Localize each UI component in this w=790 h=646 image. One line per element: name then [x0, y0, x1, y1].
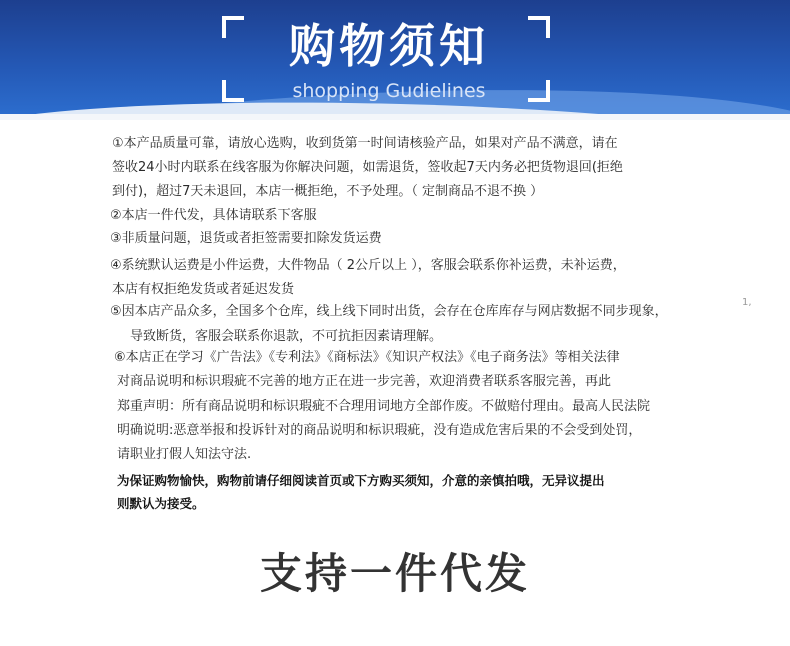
banner-wave [0, 114, 790, 120]
footer-title: 支持一件代发 [259, 549, 530, 598]
notice-line: 到付)，超过7天未退回，本店一概拒绝，不予处理。（ 定制商品不退不换 ） [112, 184, 544, 199]
notice-line: ③非质量问题，退货或者拒签需要扣除发货运费 [110, 231, 382, 246]
header-banner [0, 0, 790, 120]
banner-title: 购物须知 [289, 19, 489, 73]
notice-line-bold: 为保证购物愉快，购物前请仔细阅读首页或下方购买须知，介意的亲慎拍哦，无异议提出 [117, 473, 605, 488]
notice-line: 导致断货，客服会联系你退款，不可抗拒因素请理解。 [130, 329, 443, 344]
notice-line: ①本产品质量可靠，请放心选购，收到货第一时间请核验产品，如果对产品不满意，请在 [112, 136, 618, 151]
notice-line: 签收24小时内联系在线客服为你解决问题，如需退货，签收起7天内务必把货物退回(拒绝 [112, 160, 623, 175]
notice-line: 对商品说明和标识瑕疵不完善的地方正在进一步完善，欢迎消费者联系客服完善，再此 [117, 374, 612, 389]
notice-line: ④系统默认运费是小件运费，大件物品（ 2公斤以上 ），客服会联系你补运费，未补运费， [110, 258, 626, 273]
notice-line: 请职业打假人知法守法. [117, 447, 252, 462]
notice-line: 明确说明:恶意举报和投诉针对的商品说明和标识瑕疵，没有造成危害后果的不会受到处罚， [117, 423, 642, 438]
notice-line: 郑重声明：所有商品说明和标识瑕疵不合理用词地方全部作废。不做赔付理由。最高人民法院 [117, 399, 651, 414]
stray-mark: 1, [742, 297, 752, 308]
banner-subtitle: shopping Gudielines [292, 80, 486, 102]
notice-line-bold: 则默认为接受。 [117, 496, 205, 511]
notice-line: ⑤因本店产品众多，全国多个仓库，线上线下同时出货，会存在仓库库存与网店数据不同步现象， [110, 304, 668, 319]
notice-line: ⑥本店正在学习《广告法》《专利法》《商标法》《知识产权法》《电子商务法》等相关法律 [114, 350, 620, 365]
notice-line: ②本店一件代发，具体请联系下客服 [110, 208, 317, 223]
notice-line: 本店有权拒绝发货或者延迟发货 [112, 282, 295, 297]
